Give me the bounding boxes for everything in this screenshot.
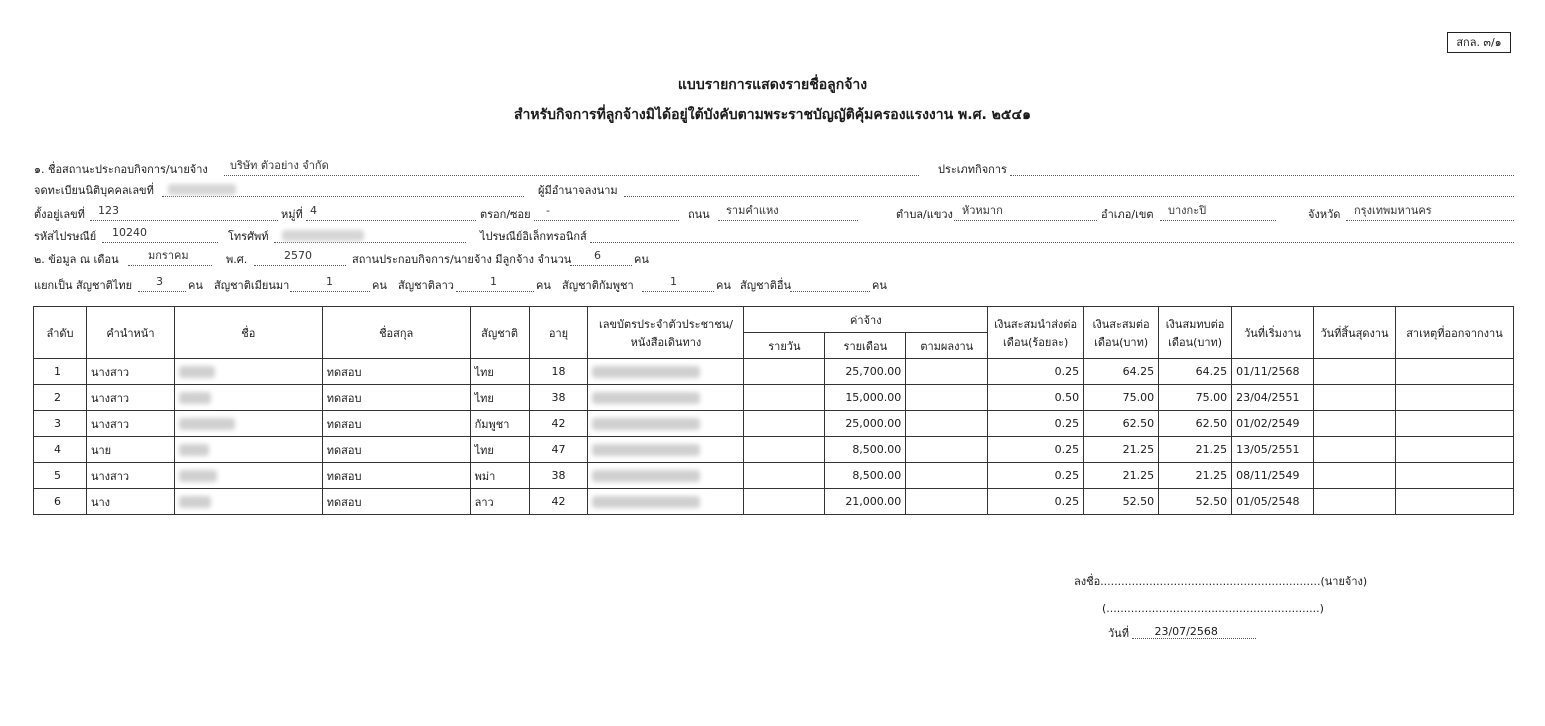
district-label: อำเภอ/เขต — [1101, 208, 1154, 221]
table-row: 1 นางสาว ทดสอบ ไทย 18 25,700.00 0.25 64.25 64.25 01/11/2568 — [34, 359, 1514, 385]
col-id-header: เลขบัตรประจำตัวประชาชน/ หนังสือเดินทาง — [588, 307, 744, 359]
phone-redacted — [282, 230, 364, 241]
firstname-redacted — [179, 470, 217, 482]
province-label: จังหวัด — [1308, 208, 1341, 221]
firstname-redacted — [179, 366, 215, 378]
authorized-label: ผู้มีอำนาจลงนาม — [538, 184, 618, 197]
id-redacted — [592, 366, 700, 378]
col-end-header: วันที่สิ้นสุดงาน — [1314, 307, 1396, 359]
address-no-value: 123 — [98, 204, 119, 217]
signature-dots: ............................................................... — [1100, 575, 1321, 588]
id-redacted — [592, 392, 700, 404]
col-wage-piece-header: ตามผลงาน — [906, 333, 988, 359]
col-lastname-header: ชื่อสกุล — [322, 307, 470, 359]
myanmar-value: 1 — [326, 275, 333, 288]
firstname-redacted — [179, 444, 209, 456]
id-redacted — [592, 444, 700, 456]
myanmar-label: สัญชาติเมียนมา — [214, 279, 290, 292]
col-wage-daily-header: รายวัน — [744, 333, 825, 359]
thai-label: แยกเป็น สัญชาติไทย — [34, 279, 133, 292]
cambodia-unit: คน — [716, 279, 731, 292]
employer-label: (นายจ้าง) — [1320, 575, 1368, 588]
col-accum-header: เงินสะสมต่อ เดือน(บาท) — [1084, 307, 1159, 359]
line-nationality — [34, 276, 1514, 296]
form-title: แบบรายการแสดงรายชื่อลูกจ้าง — [677, 77, 868, 93]
signature-name-line: (.............................................................) — [1102, 602, 1324, 615]
lao-label: สัญชาติลาว — [398, 279, 454, 292]
soi-label: ตรอก/ซอย — [480, 208, 531, 221]
employee-count-value: 6 — [594, 249, 601, 262]
myanmar-unit: คน — [372, 279, 387, 292]
moo-label: หมู่ที่ — [281, 208, 303, 221]
cambodia-label: สัญชาติกัมพูชา — [562, 279, 634, 292]
id-redacted — [592, 470, 700, 482]
postcode-value: 10240 — [112, 226, 147, 239]
table-row: 4 นาย ทดสอบ ไทย 47 8,500.00 0.25 21.25 21.25 13/05/2551 — [34, 437, 1514, 463]
col-wage-monthly-header: รายเดือน — [825, 333, 906, 359]
col-prefix-header: คำนำหน้า — [86, 307, 174, 359]
table-row: 6 นาง ทดสอบ ลาว 42 21,000.00 0.25 52.50 52.50 01/05/2548 — [34, 489, 1514, 515]
signature-label: ลงชื่อ — [1074, 575, 1101, 588]
employee-count-label: สถานประกอบกิจการ/นายจ้าง มีลูกจ้าง จำนวน — [352, 253, 572, 266]
table-row: 2 นางสาว ทดสอบ ไทย 38 15,000.00 0.50 75.00 75.00 23/04/2551 — [34, 385, 1514, 411]
registration-label: จดทะเบียนนิติบุคคลเลขที่ — [34, 184, 154, 197]
lao-value: 1 — [490, 275, 497, 288]
employer-name-value: บริษัท ตัวอย่าง จำกัด — [230, 159, 329, 172]
soi-value: - — [546, 204, 550, 217]
province-value: กรุงเทพมหานคร — [1354, 204, 1432, 217]
col-firstname-header: ชื่อ — [174, 307, 322, 359]
district-value: บางกะปิ — [1168, 204, 1207, 217]
road-value: รามคำแหง — [726, 204, 779, 217]
col-wage-header: ค่าจ้าง — [744, 307, 988, 333]
line-registration — [34, 181, 1514, 201]
registration-redacted — [168, 184, 236, 195]
line-address — [34, 205, 1514, 225]
business-type-label: ประเภทกิจการ — [938, 163, 1007, 176]
lao-unit: คน — [536, 279, 551, 292]
id-redacted — [592, 418, 700, 430]
line-month — [34, 250, 1514, 270]
firstname-redacted — [179, 418, 235, 430]
col-nationality-header: สัญชาติ — [470, 307, 529, 359]
subdistrict-label: ตำบล/แขวง — [896, 208, 953, 221]
thai-unit: คน — [188, 279, 203, 292]
col-age-header: อายุ — [529, 307, 588, 359]
table-row: 5 นางสาว ทดสอบ พม่า 38 8,500.00 0.25 21.25 21.25 08/11/2549 — [34, 463, 1514, 489]
signature-date-line — [1108, 624, 1256, 642]
year-value: 2570 — [284, 249, 312, 262]
month-label: ๒. ข้อมูล ณ เดือน — [34, 253, 119, 266]
id-redacted — [592, 496, 700, 508]
table-row: 3 นางสาว ทดสอบ กัมพูชา 42 25,000.00 0.25 62.50 62.50 01/02/2549 — [34, 411, 1514, 437]
form-code-box: สกล. ๓/๑ — [1447, 32, 1511, 53]
email-label: ไปรษณีย์อิเล็กทรอนิกส์ — [480, 230, 587, 243]
form-subtitle: สำหรับกิจการที่ลูกจ้างมิได้อยู่ใต้บังคับตามพระราชบัญญัติคุ้มครองแรงงาน พ.ศ. ๒๕๔๑ — [514, 107, 1031, 123]
col-start-header: วันที่เริ่มงาน — [1232, 307, 1314, 359]
year-label: พ.ศ. — [226, 253, 248, 266]
other-label: สัญชาติอื่น — [740, 279, 791, 292]
other-unit: คน — [872, 279, 887, 292]
employee-table — [33, 306, 1514, 515]
col-rate-header: เงินสะสมนำส่งต่อ เดือน(ร้อยละ) — [988, 307, 1084, 359]
address-no-label: ตั้งอยู่เลขที่ — [34, 208, 85, 221]
firstname-redacted — [179, 496, 211, 508]
col-match-header: เงินสมทบต่อ เดือน(บาท) — [1159, 307, 1232, 359]
moo-value: 4 — [310, 204, 317, 217]
cambodia-value: 1 — [670, 275, 677, 288]
date-value: 23/07/2568 — [1154, 625, 1218, 638]
subdistrict-value: หัวหมาก — [962, 204, 1003, 217]
line-employer — [34, 160, 1514, 180]
month-value: มกราคม — [148, 249, 189, 262]
count-unit: คน — [634, 253, 649, 266]
road-label: ถนน — [688, 208, 710, 221]
date-label: วันที่ — [1108, 627, 1129, 640]
firstname-redacted — [179, 392, 211, 404]
signature-line — [1074, 572, 1367, 590]
phone-label: โทรศัพท์ — [228, 230, 269, 243]
employer-name-label: ๑. ชื่อสถานะประกอบกิจการ/นายจ้าง — [34, 163, 208, 176]
line-contact — [34, 227, 1514, 247]
postcode-label: รหัสไปรษณีย์ — [34, 230, 97, 243]
thai-value: 3 — [156, 275, 163, 288]
col-no-header: ลำดับ — [34, 307, 87, 359]
col-reason-header: สาเหตุที่ออกจากงาน — [1395, 307, 1513, 359]
